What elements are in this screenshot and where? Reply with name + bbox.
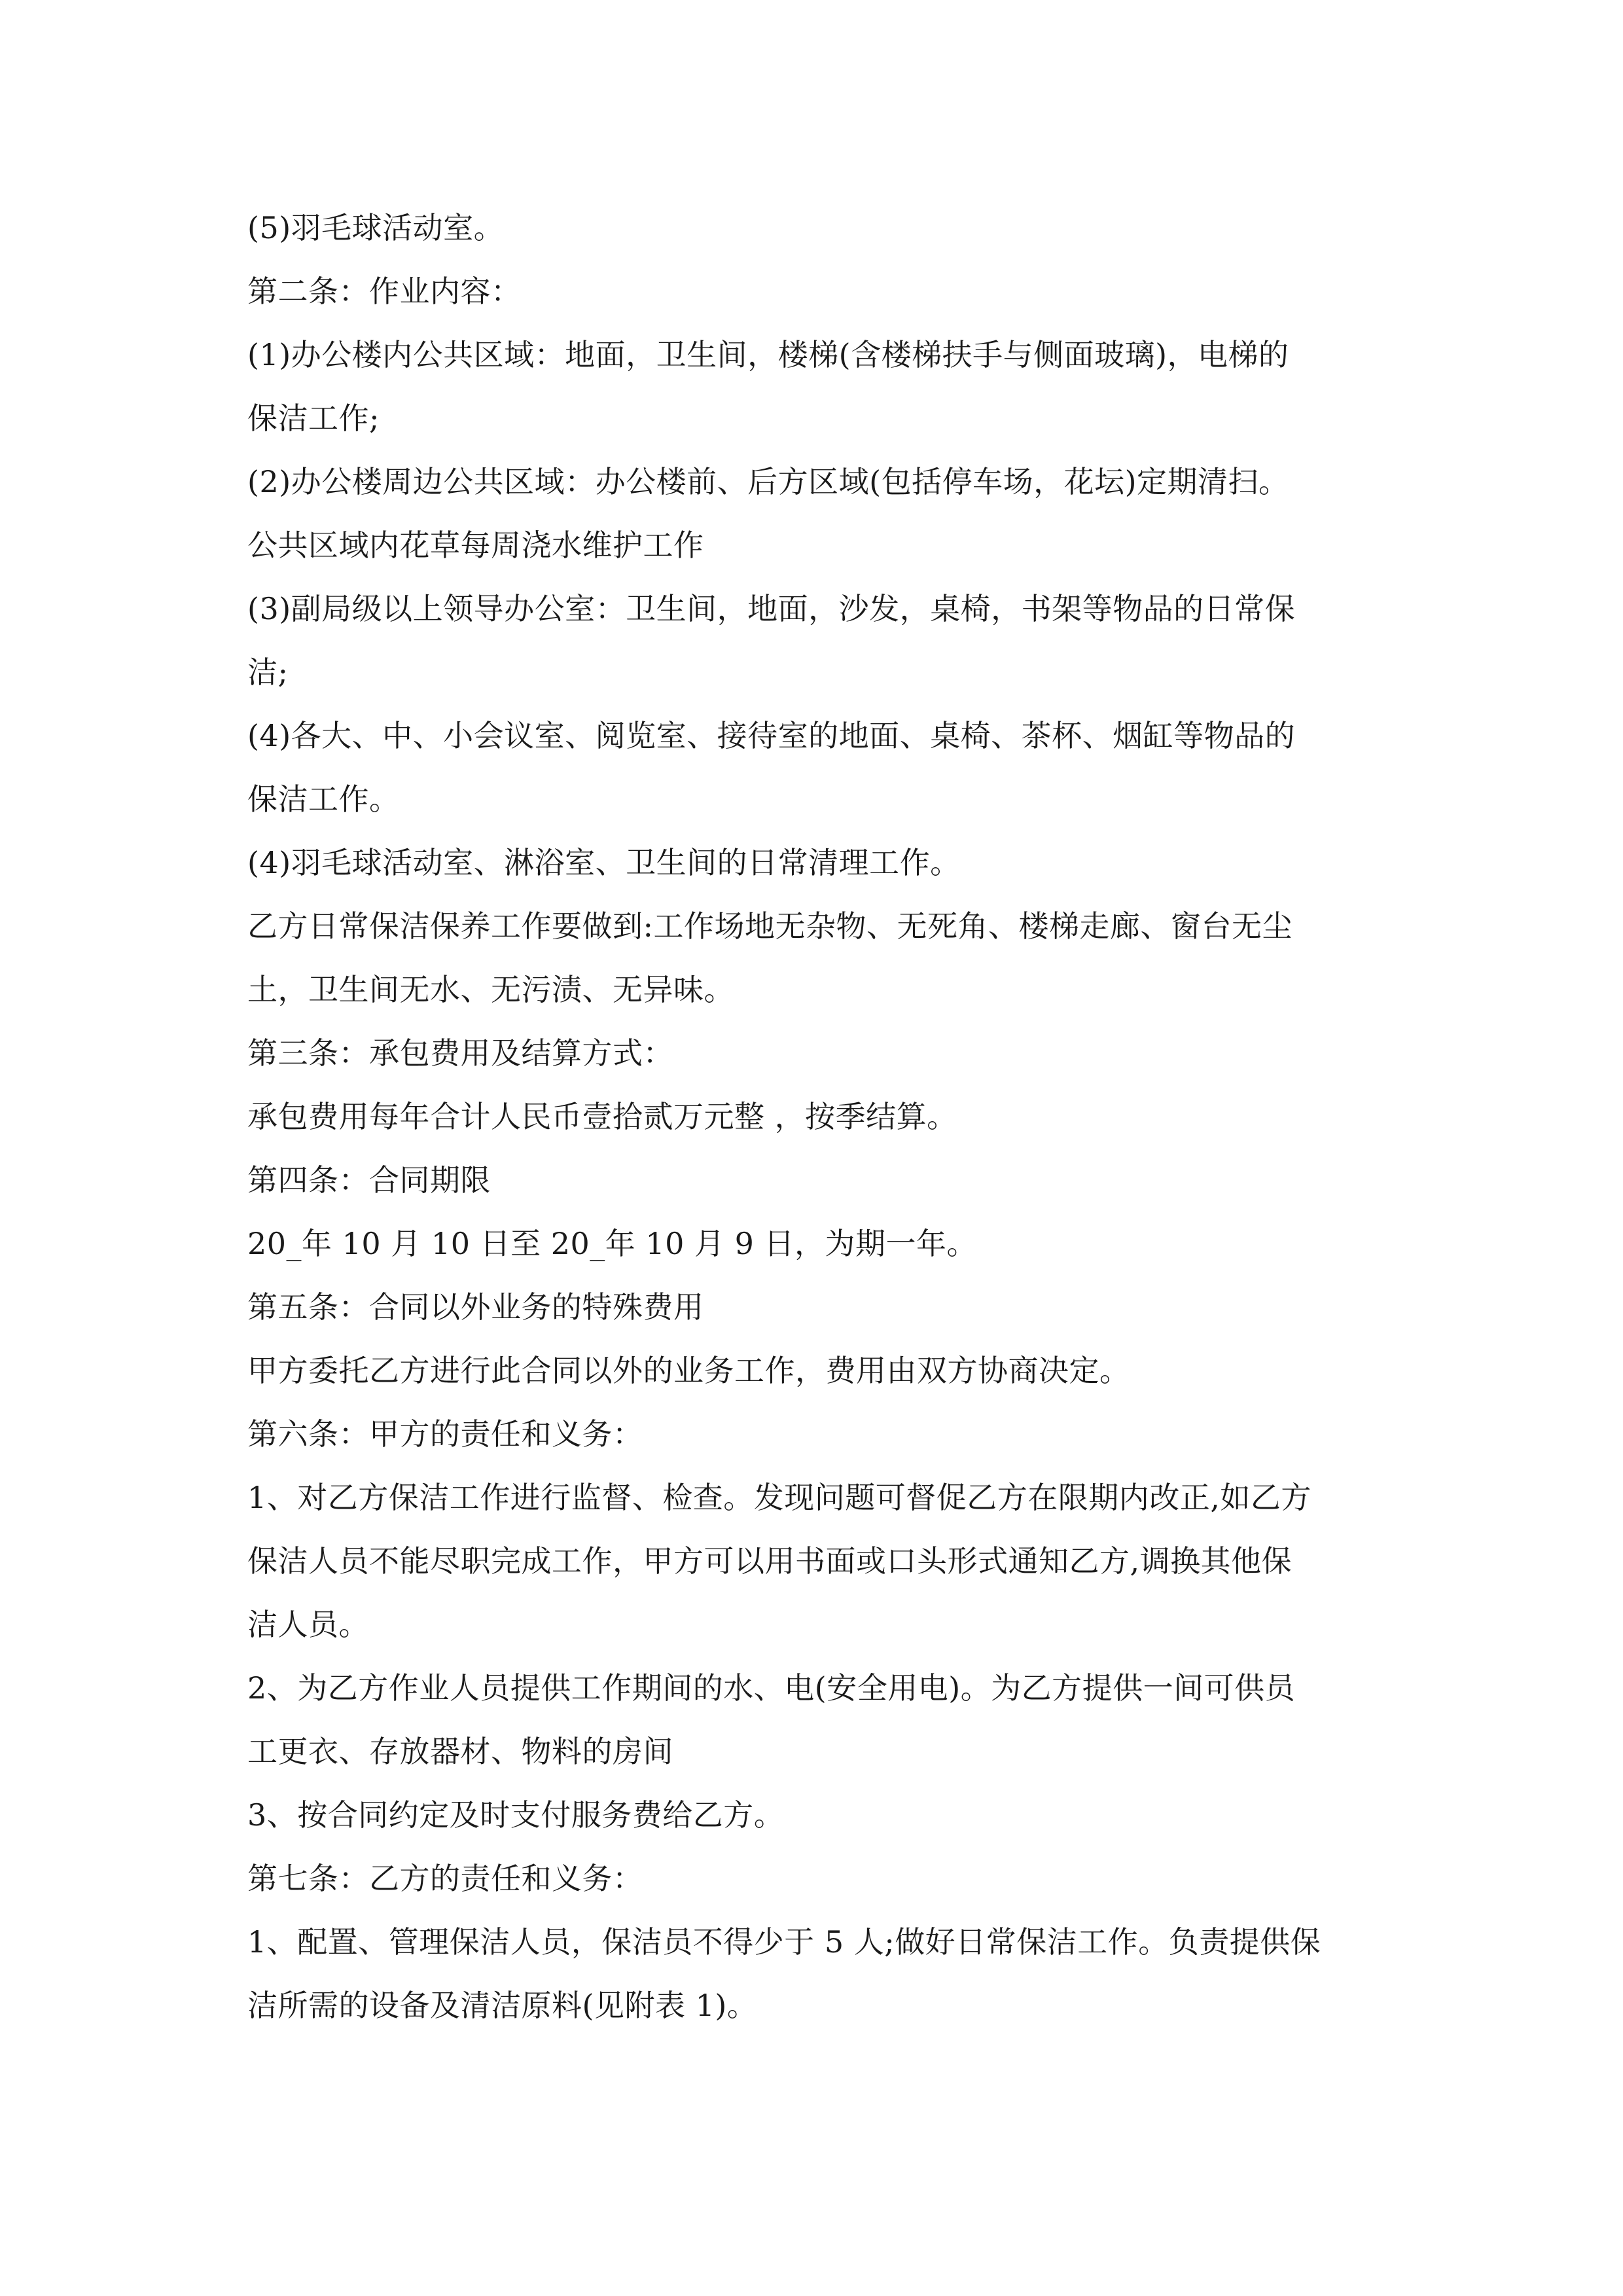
text-line: 2、为乙方作业人员提供工作期间的水、电(安全用电)。为乙方提供一间可供员 xyxy=(247,1670,1296,1706)
text-line: 1、配置、管理保洁人员，保洁员不得少于 5 人;做好日常保洁工作。负责提供保 xyxy=(247,1924,1321,1960)
text-line: (3)副局级以上领导办公室：卫生间，地面，沙发，桌椅，书架等物品的日常保 xyxy=(247,591,1296,626)
text-line: (1)办公楼内公共区域：地面，卫生间，楼梯(含楼梯扶手与侧面玻璃)，电梯的 xyxy=(247,337,1289,372)
section-heading-5: 第五条：合同以外业务的特殊费用 xyxy=(247,1289,704,1325)
text-line: 1、对乙方保洁工作进行监督、检查。发现问题可督促乙方在限期内改正,如乙方 xyxy=(247,1480,1311,1515)
text-line: 保洁工作; xyxy=(247,401,380,436)
text-line: 20_年 10 月 10 日至 20_年 10 月 9 日，为期一年。 xyxy=(247,1226,978,1261)
text-line: (5)羽毛球活动室。 xyxy=(247,210,505,245)
text-line: (2)办公楼周边公共区域：办公楼前、后方区域(包括停车场，花坛)定期清扫。 xyxy=(247,464,1289,499)
text-line: 保洁工作。 xyxy=(247,781,400,817)
text-line: 保洁人员不能尽职完成工作，甲方可以用书面或口头形式通知乙方,调换其他保 xyxy=(247,1543,1293,1579)
text-line: 洁人员。 xyxy=(247,1607,369,1642)
text-line: (4)各大、中、小会议室、阅览室、接待室的地面、桌椅、茶杯、烟缸等物品的 xyxy=(247,718,1296,753)
section-heading-6: 第六条：甲方的责任和义务： xyxy=(247,1416,643,1452)
section-heading-3: 第三条：承包费用及结算方式： xyxy=(247,1035,673,1071)
text-line: 3、按合同约定及时支付服务费给乙方。 xyxy=(247,1797,785,1833)
text-line: 公共区域内花草每周浇水维护工作 xyxy=(247,528,704,563)
text-line: 土，卫生间无水、无污渍、无异味。 xyxy=(247,972,734,1007)
text-line: 乙方日常保洁保养工作要做到:工作场地无杂物、无死角、楼梯走廊、窗台无尘 xyxy=(247,908,1293,944)
text-line: 工更衣、存放器材、物料的房间 xyxy=(247,1734,673,1769)
document-body xyxy=(247,196,1380,2037)
text-line: 承包费用每年合计人民币壹拾贰万元整 ，按季结算。 xyxy=(247,1099,957,1134)
text-line: 甲方委托乙方进行此合同以外的业务工作，费用由双方协商决定。 xyxy=(247,1353,1130,1388)
text-line: 洁; xyxy=(247,655,289,690)
text-line: (4)羽毛球活动室、淋浴室、卫生间的日常清理工作。 xyxy=(247,845,961,880)
section-heading-7: 第七条：乙方的责任和义务： xyxy=(247,1861,643,1896)
text-line: 洁所需的设备及清洁原料(见附表 1)。 xyxy=(247,1988,758,2023)
section-heading-4: 第四条：合同期限 xyxy=(247,1162,491,1198)
section-heading-2: 第二条：作业内容： xyxy=(247,274,522,309)
